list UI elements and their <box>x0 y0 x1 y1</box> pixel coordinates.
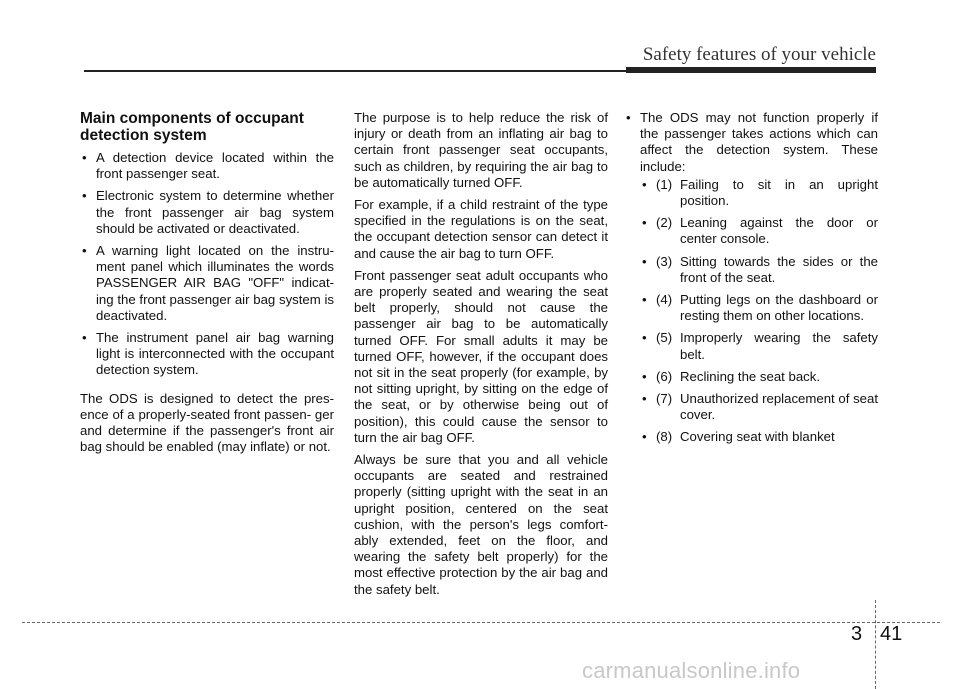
item-number: • (2) <box>656 215 673 231</box>
footer-rule <box>22 622 940 623</box>
numbered-item <box>640 391 878 423</box>
body-paragraph: For example, if a child restraint of the type specified in the regulations is on the seat, the occupant detection sensor can detect it and cause the air bag to turn OFF. <box>354 197 608 261</box>
item-number: • (5) <box>656 330 673 346</box>
item-number: • (4) <box>656 292 673 308</box>
numbered-item <box>640 330 878 362</box>
item-number: • (1) <box>656 176 673 192</box>
item-text: Sitting towards the sides or the front of the seat. <box>680 253 878 285</box>
header-rule <box>84 70 876 72</box>
numbered-item <box>640 254 878 286</box>
list-item: • Electronic system to determine whether the front passenger air bag system should be activated or deactivated. <box>80 188 334 237</box>
numbered-item <box>640 292 878 324</box>
body-paragraph: The purpose is to help reduce the risk of injury or death from an inflating air bag to certain front passenger seat occupants, such as children, by requiring the air bag to be automatically turned OFF. <box>354 110 608 190</box>
body-paragraph: Always be sure that you and all vehicle occupants are seated and restrained properly (sitting upright with the seat in an upright position, centered on the seat cushion, with the person's legs comfort- ably extended, feet on the floor, and wearing the safety belt properly) for the most effective protection by the air bag and the safety belt. <box>354 452 608 597</box>
chapter-number: 3 <box>851 623 863 645</box>
list-item <box>624 110 878 446</box>
numbered-item <box>640 369 878 385</box>
column-left <box>80 110 334 461</box>
item-number: • (8) <box>656 429 673 445</box>
numbered-list <box>640 177 878 446</box>
item-text: Unauthorized replacement of seat cover. <box>680 391 878 423</box>
page-divider <box>875 600 876 689</box>
body-paragraph: Front passenger seat adult occupants who are properly seated and wearing the seat belt properly, should not cause the passenger air bag to be automatically turned OFF. For small adults it may be turned OFF, however, if the occupant does not sit in the seat properly (for example, by not sitting upright, by sitting on the edge of the seat, or by otherwise being out of position), this could cause the sensor to turn the air bag OFF. <box>354 267 608 445</box>
section-title: Safety features of your vehicle <box>642 44 876 65</box>
item-number: • (6) <box>656 368 673 384</box>
item-text: Leaning against the door or center console. <box>680 215 878 247</box>
item-text: Failing to sit in an upright position. <box>680 176 878 209</box>
watermark[interactable]: carmanualsonline.info <box>582 658 801 683</box>
item-text: Improperly wearing the safety belt. <box>680 330 878 362</box>
ods-warning-list <box>624 110 878 446</box>
numbered-item <box>640 177 878 209</box>
item-text: Putting legs on the dashboard or resting them on other locations. <box>680 292 878 324</box>
list-item-text: The ODS may not function properly if the passenger takes actions which can affect the detection system. These include: <box>640 110 878 174</box>
column-middle <box>354 110 608 604</box>
body-paragraph: The ODS is designed to detect the pres- ence of a properly-seated front passen- ger and determine if the passenger's front air bag should be enabled (may inflate) or not. <box>80 390 334 455</box>
item-number: • (7) <box>656 391 673 407</box>
item-number: • (3) <box>656 253 673 269</box>
section-heading: Main components of occupant detection system <box>80 110 304 144</box>
component-list <box>80 150 334 379</box>
list-item: • The instrument panel air bag warning light is interconnected with the occupant detection system. <box>80 330 334 379</box>
numbered-item <box>640 215 878 247</box>
list-item: • A detection device located within the front passenger seat. <box>80 150 334 182</box>
column-right <box>624 110 878 458</box>
item-text: Reclining the seat back. <box>680 368 821 384</box>
list-item: • A warning light located on the instru- ment panel which illuminates the words PASSENGER AIR BAG "OFF" indicat- ing the front passenger air bag system is deactivated. <box>80 243 334 324</box>
item-text: Covering seat with blanket <box>680 429 835 445</box>
page-number: 41 <box>880 623 903 645</box>
numbered-item <box>640 429 878 445</box>
